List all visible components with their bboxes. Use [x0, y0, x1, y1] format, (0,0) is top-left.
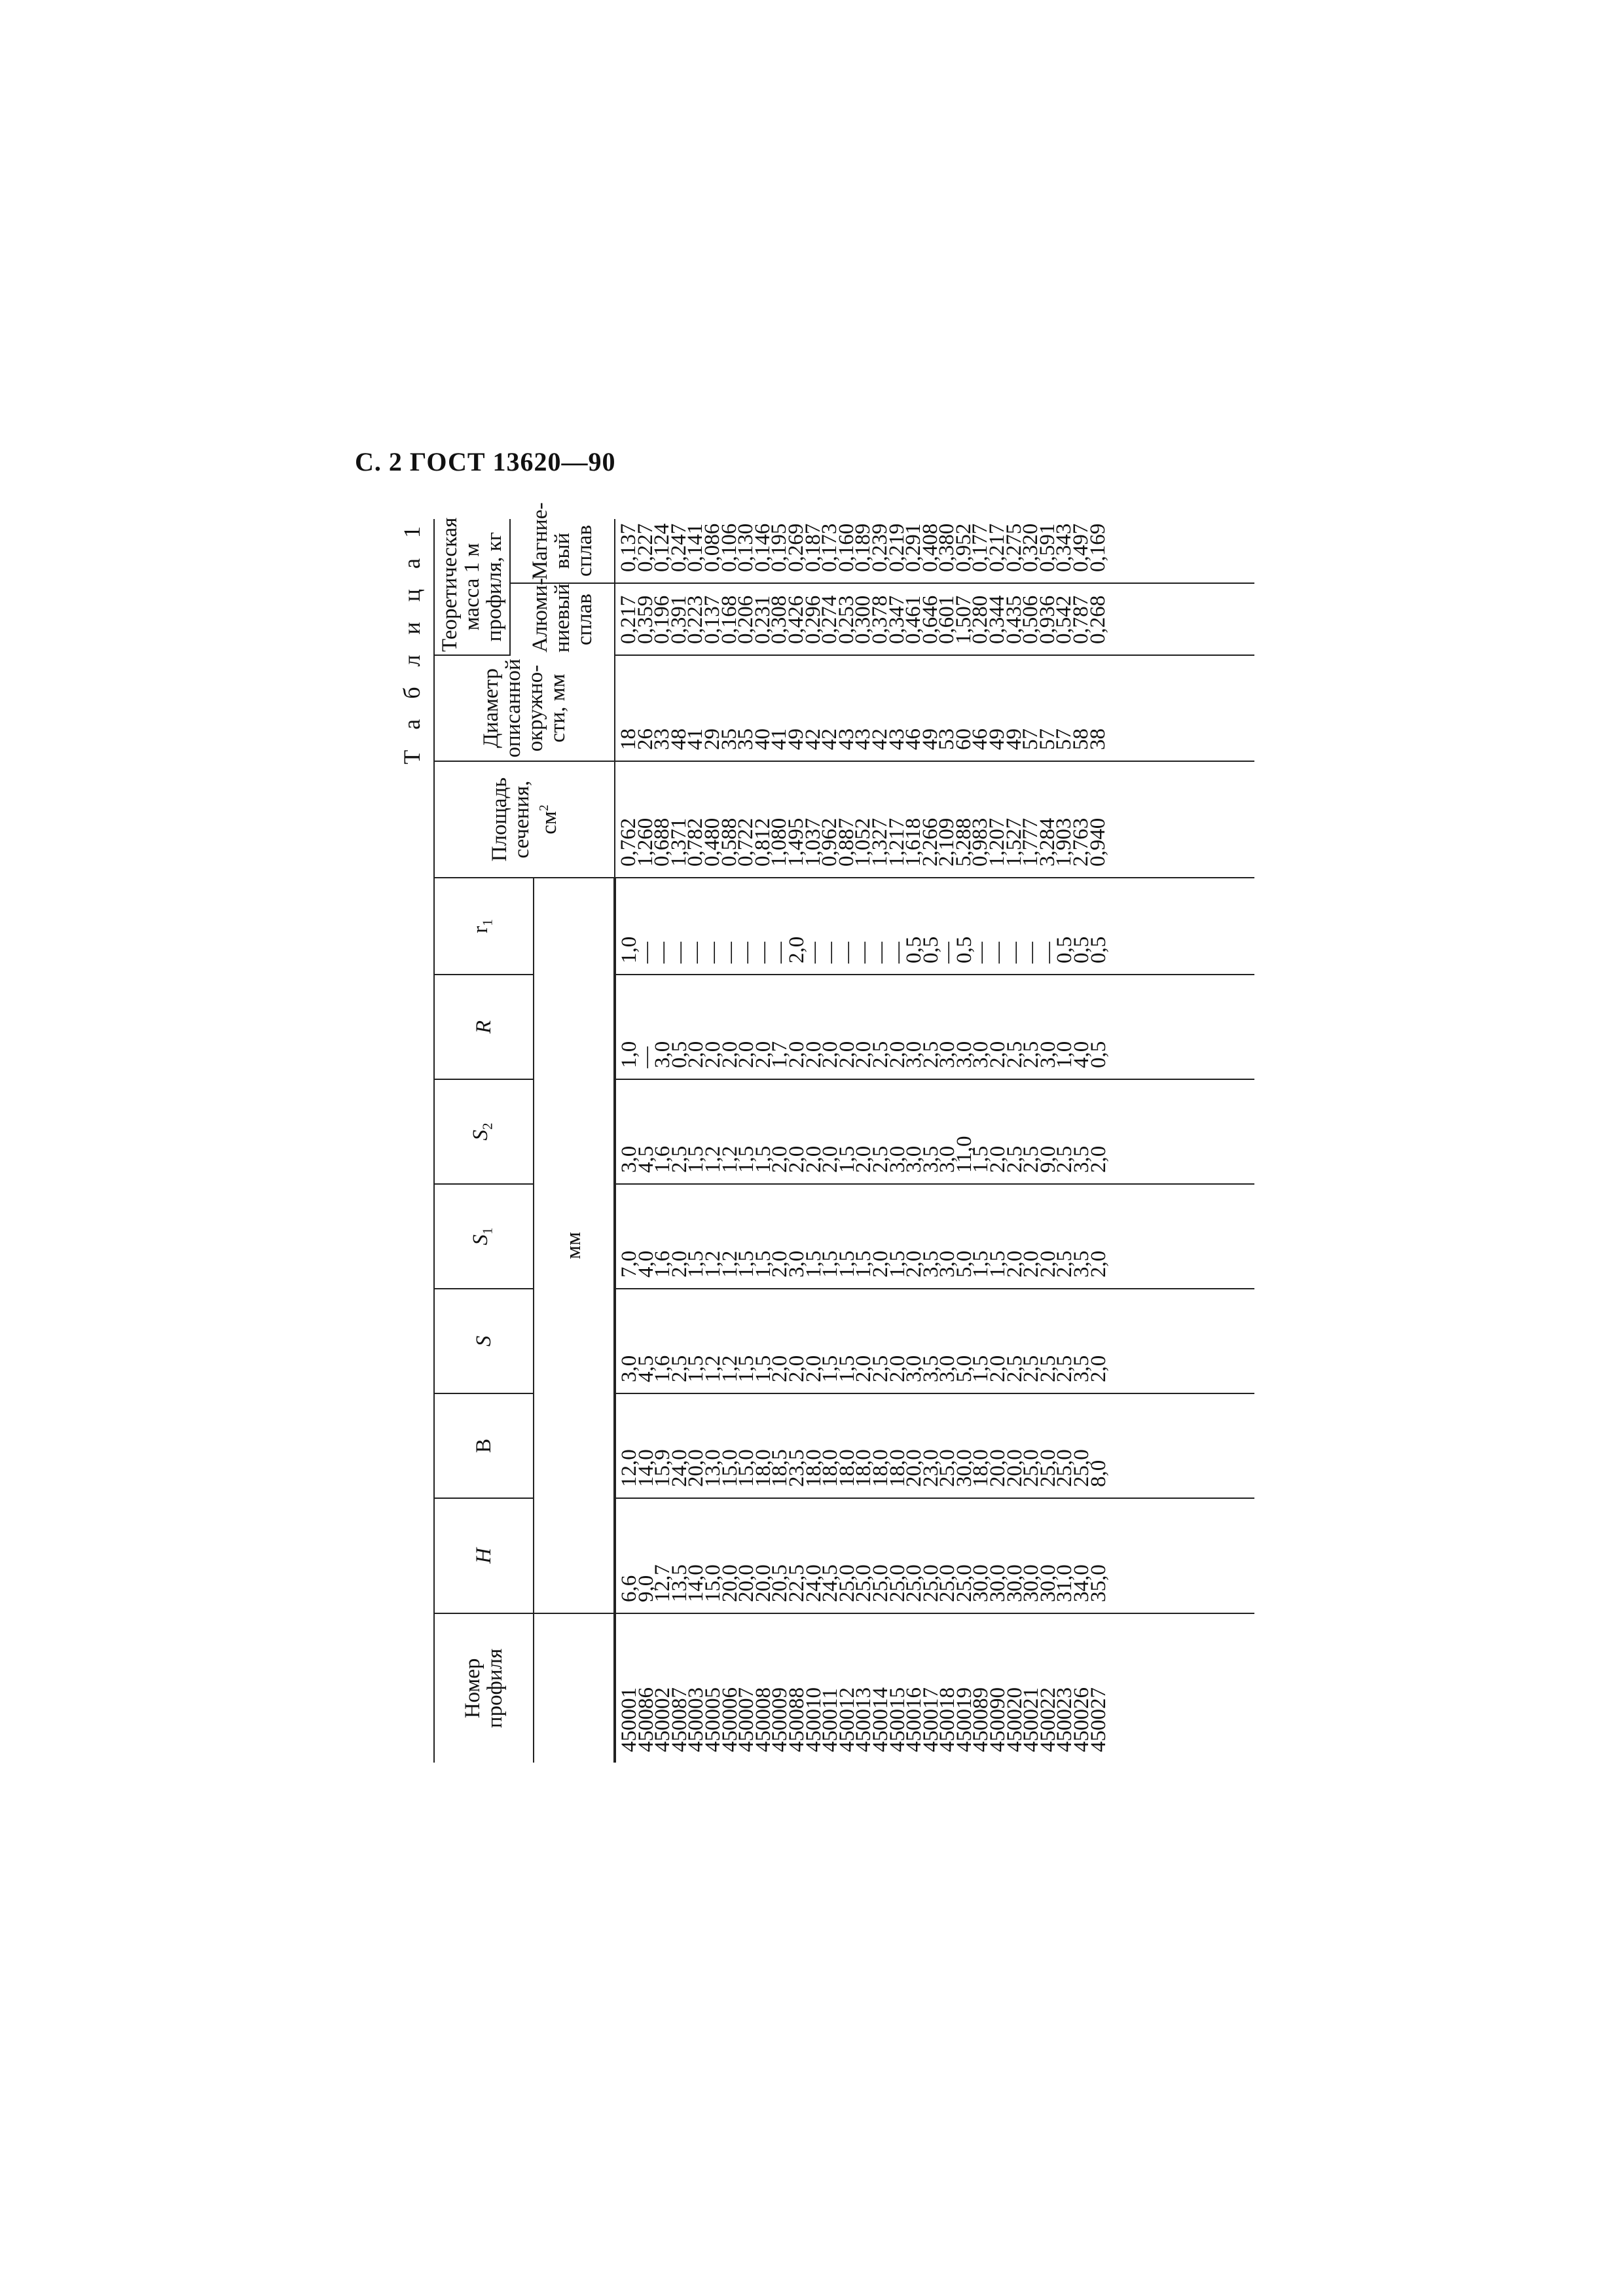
header-area-text: Площадь сечения, см: [488, 777, 561, 862]
aluminium-values: 0,217 0,359 0,196 0,391 0,223 0,137 0,168 0,206 0,231 0,308 0,426 0,296 0,274 0,253 0,300 0,378 0,347 0,461 0,646 0,601 1,507 0,280 0,344 0,435 0,506 0,936 0,542 0,787 0,268: [617, 595, 1110, 644]
area-values: 0,762 1,260 0,688 1,371 0,782 0,480 0,588 0,722 0,812 1,080 1,495 1,037 0,962 0,887 1,052 1,327 1,217 1,618 2,266 2,109 5,288 0,983 1,207 1,527 1,777 3,284 1,903 2,763 0,940: [617, 817, 1110, 867]
header-area-sup: 2: [537, 804, 551, 812]
h-values: 6,6 9,0 12,7 13,5 14,0 15,0 20,0 20,0 20,0 20,5 22,5 24,0 24,5 25,0 25,0 25,0 25,0 25,0 25,0 25,0 25,0 30,0 30,0 30,0 30,0 30,0 31,0 34,0 35,0: [617, 1564, 1110, 1602]
header-aluminium: Алюми-ниевый сплав: [510, 583, 615, 655]
col-s1: [615, 1184, 1254, 1289]
rotated-table-block: [390, 502, 1254, 1763]
b-values: 12,0 14,0 15,9 24,0 20,0 13,0 15,0 15,0 18,0 18,5 23,5 18,0 18,0 18,0 18,0 18,0 18,0 20,0 23,0 25,0 30,0 18,0 20,0 20,0 25,0 25,0 25,0 25,0 8,0: [617, 1449, 1110, 1487]
header-s1-base: S: [468, 1234, 492, 1246]
col-r: [615, 975, 1254, 1079]
header-s2: [434, 1079, 534, 1184]
s1-values: 7,0 4,0 1,6 2,0 1,5 1,2 1,2 1,5 1,5 2,0 3,0 1,5 1,5 1,5 1,5 2,0 1,5 2,0 3,5 3,0 5,0 1,5 1,5 2,0 2,0 2,0 2,5 3,5 2,0: [617, 1250, 1110, 1278]
magnesium-values: 0,137 0,227 0,124 0,247 0,141 0,086 0,106 0,130 0,146 0,195 0,269 0,187 0,173 0,160 0,189 0,239 0,219 0,291 0,408 0,380 0,952 0,177 0,217 0,275 0,320 0,591 0,343 0,497 0,169: [617, 523, 1110, 572]
page-header: С. 2 ГОСТ 13620—90: [355, 447, 616, 476]
spec-table: [433, 502, 1254, 1763]
col-r1: [615, 878, 1254, 975]
header-mass-group: Теоретическая масса 1 м профиля, кг: [434, 519, 510, 655]
header-blank-cell: [534, 1613, 615, 1763]
diameter-values: 18 26 33 48 41 29 35 35 40 41 49 42 42 43 43 42 43 46 49 53 60 46 49 49 57 57 57 58 38: [617, 728, 1110, 750]
header-b: B: [434, 1393, 534, 1498]
col-area: [615, 761, 1254, 878]
col-profile: [615, 1613, 1254, 1763]
header-r1: [434, 878, 534, 975]
header-magnesium: Магние-вый сплав: [510, 519, 615, 583]
col-s: [615, 1289, 1254, 1393]
r-values: 1,0 — 3,0 0,5 2,0 2,0 2,0 2,0 2,0 1,7 2,0 2,0 2,0 2,0 2,0 2,5 2,0 3,0 2,5 3,0 3,0 3,0 2,0 2,5 2,5 3,0 1,0 4,0 0,5: [617, 1041, 1110, 1068]
header-s2-base: S: [468, 1130, 492, 1141]
profile-values: 450001 450086 450002 450087 450003 450005 450006 450007 450008 450009 450088 450010 450011 450012 450013 450014 450015 450016 450017 450018 450019 450089 450090 450020 450021 450022 450023 450026 450027: [617, 1687, 1110, 1752]
table-caption: Т а б л и ц а 1: [399, 519, 425, 764]
col-h: [615, 1498, 1254, 1613]
col-b: [615, 1393, 1254, 1498]
header-s: S: [434, 1289, 534, 1393]
header-h: H: [434, 1498, 534, 1613]
col-s2: [615, 1079, 1254, 1184]
col-aluminium: [615, 583, 1254, 655]
s2-values: 3,0 4,5 1,6 2,5 1,5 1,2 1,2 1,5 1,5 2,0 2,0 2,0 2,0 1,5 2,0 2,5 3,0 3,0 3,5 3,0 11,0 1,5 2,0 2,5 2,5 9,0 2,5 3,5 2,0: [617, 1136, 1110, 1173]
header-r1-sub: 1: [479, 919, 496, 926]
header-s2-sub: 2: [479, 1122, 496, 1130]
header-r1-base: r: [468, 925, 492, 933]
s-values: 3,0 4,5 1,6 2,5 1,5 1,2 1,2 1,5 1,5 2,0 2,0 2,0 1,5 1,5 2,0 2,5 2,0 3,0 3,5 3,0 5,0 1,5 2,0 2,5 2,5 2,5 2,5 3,5 2,0: [617, 1355, 1110, 1382]
header-diameter: Диаметр описанной окружно-сти, мм: [434, 655, 615, 761]
header-r: R: [434, 975, 534, 1079]
r1-values: 1,0 — — — — — — — — — 2,0 — — — — — — 0,5 0,5 — 0,5 — — — — — 0,5 0,5 0,5: [617, 936, 1110, 963]
header-s1-sub: 1: [479, 1227, 496, 1235]
col-magnesium: [615, 519, 1254, 583]
header-area: [434, 761, 615, 878]
header-s1: [434, 1184, 534, 1289]
header-profile-number: Номер профиля: [434, 1613, 534, 1763]
header-units: мм: [534, 878, 615, 1613]
col-diameter: [615, 655, 1254, 761]
